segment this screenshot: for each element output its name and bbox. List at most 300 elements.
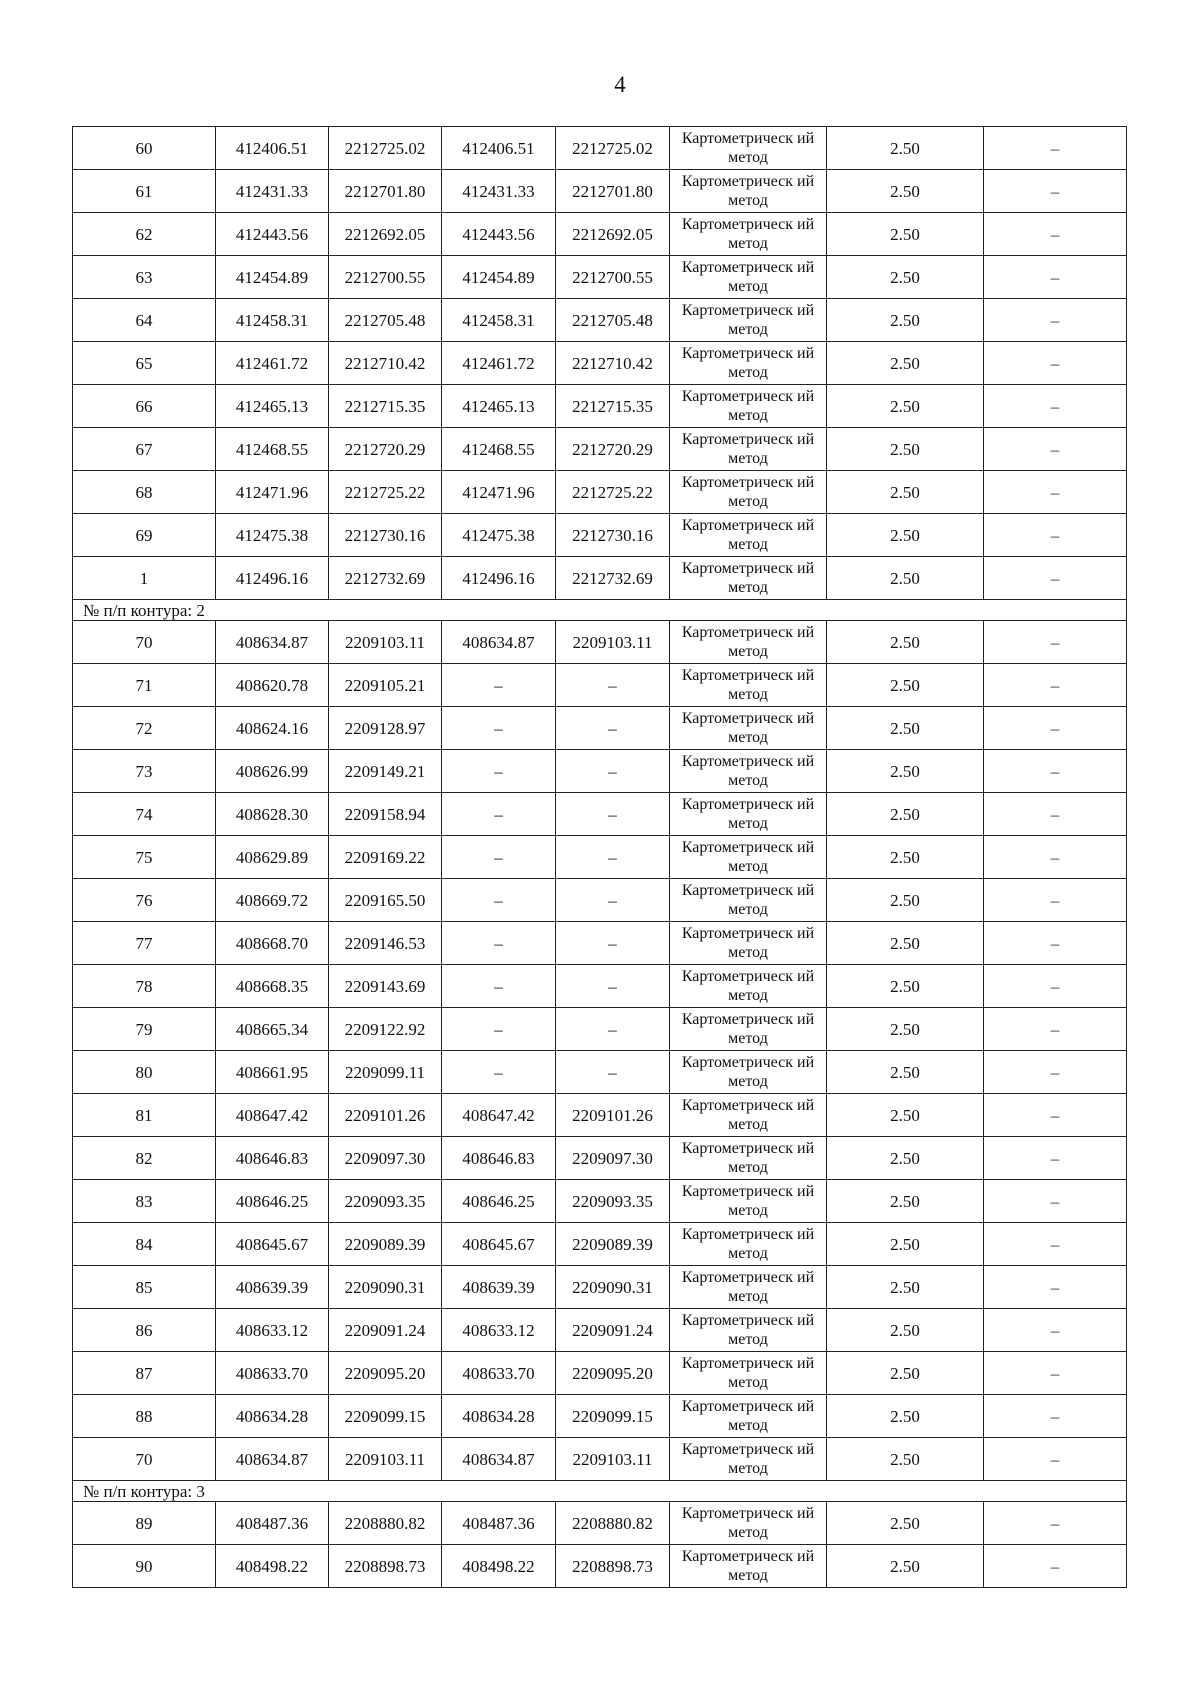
point-number-cell: 78 [73, 965, 216, 1008]
point-number-cell: 81 [73, 1094, 216, 1137]
y-existing-cell: 2209099.15 [556, 1395, 670, 1438]
point-number-cell: 63 [73, 256, 216, 299]
description-cell: – [984, 1094, 1127, 1137]
y-coordinate-cell: 2212701.80 [329, 170, 442, 213]
x-existing-cell: 412443.56 [442, 213, 556, 256]
method-cell: Картометрическ ий метод [670, 256, 827, 299]
table-row [73, 1223, 1127, 1266]
x-coordinate-cell: 408668.70 [216, 922, 329, 965]
x-existing-cell: – [442, 664, 556, 707]
description-cell: – [984, 750, 1127, 793]
method-cell: Картометрическ ий метод [670, 879, 827, 922]
accuracy-cell: 2.50 [827, 750, 984, 793]
description-cell: – [984, 256, 1127, 299]
description-cell: – [984, 170, 1127, 213]
method-cell: Картометрическ ий метод [670, 557, 827, 600]
y-coordinate-cell: 2209143.69 [329, 965, 442, 1008]
y-existing-cell: – [556, 1008, 670, 1051]
method-cell: Картометрическ ий метод [670, 1502, 827, 1545]
table-row [73, 793, 1127, 836]
x-existing-cell: – [442, 750, 556, 793]
x-existing-cell: 412406.51 [442, 127, 556, 170]
method-cell: Картометрическ ий метод [670, 385, 827, 428]
x-coordinate-cell: 408634.87 [216, 621, 329, 664]
y-existing-cell: 2212710.42 [556, 342, 670, 385]
point-number-cell: 86 [73, 1309, 216, 1352]
y-coordinate-cell: 2208880.82 [329, 1502, 442, 1545]
description-cell: – [984, 428, 1127, 471]
table-row [73, 879, 1127, 922]
method-cell: Картометрическ ий метод [670, 1051, 827, 1094]
description-cell: – [984, 1502, 1127, 1545]
x-coordinate-cell: 412443.56 [216, 213, 329, 256]
x-existing-cell: – [442, 922, 556, 965]
x-coordinate-cell: 412471.96 [216, 471, 329, 514]
description-cell: – [984, 342, 1127, 385]
y-existing-cell: 2212701.80 [556, 170, 670, 213]
accuracy-cell: 2.50 [827, 1309, 984, 1352]
y-existing-cell: – [556, 1051, 670, 1094]
x-coordinate-cell: 408633.12 [216, 1309, 329, 1352]
y-existing-cell: 2209093.35 [556, 1180, 670, 1223]
y-coordinate-cell: 2209128.97 [329, 707, 442, 750]
accuracy-cell: 2.50 [827, 1223, 984, 1266]
accuracy-cell: 2.50 [827, 707, 984, 750]
y-coordinate-cell: 2212725.02 [329, 127, 442, 170]
method-cell: Картометрическ ий метод [670, 1266, 827, 1309]
accuracy-cell: 2.50 [827, 1137, 984, 1180]
method-cell: Картометрическ ий метод [670, 1352, 827, 1395]
y-existing-cell: 2208898.73 [556, 1545, 670, 1588]
description-cell: – [984, 299, 1127, 342]
point-number-cell: 80 [73, 1051, 216, 1094]
point-number-cell: 89 [73, 1502, 216, 1545]
table-row [73, 1137, 1127, 1180]
accuracy-cell: 2.50 [827, 1051, 984, 1094]
accuracy-cell: 2.50 [827, 557, 984, 600]
point-number-cell: 75 [73, 836, 216, 879]
method-cell: Картометрическ ий метод [670, 750, 827, 793]
y-existing-cell: 2209101.26 [556, 1094, 670, 1137]
method-cell: Картометрическ ий метод [670, 1223, 827, 1266]
y-coordinate-cell: 2209099.15 [329, 1395, 442, 1438]
method-cell: Картометрическ ий метод [670, 793, 827, 836]
method-cell: Картометрическ ий метод [670, 1309, 827, 1352]
x-coordinate-cell: 412454.89 [216, 256, 329, 299]
y-coordinate-cell: 2212715.35 [329, 385, 442, 428]
y-coordinate-cell: 2209095.20 [329, 1352, 442, 1395]
x-existing-cell: 412471.96 [442, 471, 556, 514]
method-cell: Картометрическ ий метод [670, 213, 827, 256]
y-coordinate-cell: 2209105.21 [329, 664, 442, 707]
y-existing-cell: 2212725.02 [556, 127, 670, 170]
x-existing-cell: 412465.13 [442, 385, 556, 428]
description-cell: – [984, 1438, 1127, 1481]
x-existing-cell: – [442, 707, 556, 750]
y-coordinate-cell: 2212700.55 [329, 256, 442, 299]
accuracy-cell: 2.50 [827, 1008, 984, 1051]
point-number-cell: 68 [73, 471, 216, 514]
table-row [73, 342, 1127, 385]
y-coordinate-cell: 2209149.21 [329, 750, 442, 793]
y-coordinate-cell: 2212710.42 [329, 342, 442, 385]
table-row [73, 1266, 1127, 1309]
y-existing-cell: – [556, 836, 670, 879]
x-existing-cell: 408645.67 [442, 1223, 556, 1266]
point-number-cell: 62 [73, 213, 216, 256]
accuracy-cell: 2.50 [827, 836, 984, 879]
table-row [73, 621, 1127, 664]
table-row [73, 1352, 1127, 1395]
y-coordinate-cell: 2212692.05 [329, 213, 442, 256]
table-row [73, 1051, 1127, 1094]
x-existing-cell: 412458.31 [442, 299, 556, 342]
x-coordinate-cell: 408668.35 [216, 965, 329, 1008]
y-existing-cell: 2209089.39 [556, 1223, 670, 1266]
x-existing-cell: 408634.87 [442, 621, 556, 664]
y-coordinate-cell: 2209090.31 [329, 1266, 442, 1309]
y-coordinate-cell: 2212705.48 [329, 299, 442, 342]
x-coordinate-cell: 408626.99 [216, 750, 329, 793]
y-coordinate-cell: 2212732.69 [329, 557, 442, 600]
method-cell: Картометрическ ий метод [670, 514, 827, 557]
point-number-cell: 70 [73, 621, 216, 664]
contour-heading-row [73, 1481, 1127, 1502]
y-existing-cell: 2212725.22 [556, 471, 670, 514]
table-row [73, 750, 1127, 793]
y-coordinate-cell: 2209158.94 [329, 793, 442, 836]
description-cell: – [984, 557, 1127, 600]
point-number-cell: 60 [73, 127, 216, 170]
accuracy-cell: 2.50 [827, 428, 984, 471]
method-cell: Картометрическ ий метод [670, 1545, 827, 1588]
x-coordinate-cell: 408639.39 [216, 1266, 329, 1309]
accuracy-cell: 2.50 [827, 922, 984, 965]
method-cell: Картометрическ ий метод [670, 1137, 827, 1180]
x-coordinate-cell: 408665.34 [216, 1008, 329, 1051]
x-coordinate-cell: 408646.25 [216, 1180, 329, 1223]
method-cell: Картометрическ ий метод [670, 1094, 827, 1137]
x-existing-cell: 412454.89 [442, 256, 556, 299]
accuracy-cell: 2.50 [827, 1395, 984, 1438]
table-row [73, 664, 1127, 707]
y-existing-cell: 2212700.55 [556, 256, 670, 299]
y-existing-cell: – [556, 793, 670, 836]
accuracy-cell: 2.50 [827, 299, 984, 342]
x-coordinate-cell: 412461.72 [216, 342, 329, 385]
table-row [73, 170, 1127, 213]
description-cell: – [984, 1352, 1127, 1395]
point-number-cell: 66 [73, 385, 216, 428]
x-existing-cell: 412475.38 [442, 514, 556, 557]
x-coordinate-cell: 408647.42 [216, 1094, 329, 1137]
accuracy-cell: 2.50 [827, 965, 984, 1008]
description-cell: – [984, 1395, 1127, 1438]
y-existing-cell: – [556, 750, 670, 793]
method-cell: Картометрическ ий метод [670, 299, 827, 342]
method-cell: Картометрическ ий метод [670, 170, 827, 213]
description-cell: – [984, 664, 1127, 707]
description-cell: – [984, 1008, 1127, 1051]
y-coordinate-cell: 2209089.39 [329, 1223, 442, 1266]
accuracy-cell: 2.50 [827, 127, 984, 170]
method-cell: Картометрическ ий метод [670, 1395, 827, 1438]
accuracy-cell: 2.50 [827, 793, 984, 836]
x-coordinate-cell: 408498.22 [216, 1545, 329, 1588]
method-cell: Картометрическ ий метод [670, 922, 827, 965]
contour-heading: № п/п контура: 2 [73, 600, 1127, 621]
y-existing-cell: – [556, 664, 670, 707]
x-existing-cell: 408633.12 [442, 1309, 556, 1352]
y-coordinate-cell: 2209169.22 [329, 836, 442, 879]
y-coordinate-cell: 2209103.11 [329, 1438, 442, 1481]
contour-heading: № п/п контура: 3 [73, 1481, 1127, 1502]
y-coordinate-cell: 2212730.16 [329, 514, 442, 557]
x-existing-cell: 412496.16 [442, 557, 556, 600]
y-existing-cell: 2212732.69 [556, 557, 670, 600]
y-coordinate-cell: 2209122.92 [329, 1008, 442, 1051]
y-existing-cell: 2209103.11 [556, 1438, 670, 1481]
point-number-cell: 76 [73, 879, 216, 922]
table-body [73, 127, 1127, 1588]
table-row [73, 707, 1127, 750]
table-row [73, 385, 1127, 428]
y-coordinate-cell: 2212725.22 [329, 471, 442, 514]
accuracy-cell: 2.50 [827, 514, 984, 557]
table-row [73, 127, 1127, 170]
contour-heading-row [73, 600, 1127, 621]
point-number-cell: 83 [73, 1180, 216, 1223]
table-row [73, 1094, 1127, 1137]
accuracy-cell: 2.50 [827, 1352, 984, 1395]
y-coordinate-cell: 2212720.29 [329, 428, 442, 471]
description-cell: – [984, 793, 1127, 836]
method-cell: Картометрическ ий метод [670, 836, 827, 879]
description-cell: – [984, 385, 1127, 428]
x-coordinate-cell: 408634.87 [216, 1438, 329, 1481]
accuracy-cell: 2.50 [827, 621, 984, 664]
accuracy-cell: 2.50 [827, 471, 984, 514]
x-existing-cell: – [442, 1008, 556, 1051]
point-number-cell: 70 [73, 1438, 216, 1481]
x-existing-cell: 408633.70 [442, 1352, 556, 1395]
table-row [73, 299, 1127, 342]
description-cell: – [984, 514, 1127, 557]
point-number-cell: 65 [73, 342, 216, 385]
method-cell: Картометрическ ий метод [670, 1008, 827, 1051]
table-row [73, 471, 1127, 514]
x-coordinate-cell: 412458.31 [216, 299, 329, 342]
description-cell: – [984, 1051, 1127, 1094]
table-row [73, 1008, 1127, 1051]
point-number-cell: 84 [73, 1223, 216, 1266]
x-coordinate-cell: 412465.13 [216, 385, 329, 428]
x-existing-cell: – [442, 793, 556, 836]
x-coordinate-cell: 408633.70 [216, 1352, 329, 1395]
x-coordinate-cell: 408661.95 [216, 1051, 329, 1094]
method-cell: Картометрическ ий метод [670, 707, 827, 750]
method-cell: Картометрическ ий метод [670, 428, 827, 471]
x-existing-cell: – [442, 1051, 556, 1094]
x-existing-cell: – [442, 965, 556, 1008]
point-number-cell: 74 [73, 793, 216, 836]
y-coordinate-cell: 2209146.53 [329, 922, 442, 965]
accuracy-cell: 2.50 [827, 170, 984, 213]
y-existing-cell: – [556, 965, 670, 1008]
point-number-cell: 64 [73, 299, 216, 342]
accuracy-cell: 2.50 [827, 385, 984, 428]
method-cell: Картометрическ ий метод [670, 127, 827, 170]
x-coordinate-cell: 408487.36 [216, 1502, 329, 1545]
method-cell: Картометрическ ий метод [670, 621, 827, 664]
x-coordinate-cell: 408645.67 [216, 1223, 329, 1266]
point-number-cell: 90 [73, 1545, 216, 1588]
x-existing-cell: 408634.87 [442, 1438, 556, 1481]
y-existing-cell: 2212715.35 [556, 385, 670, 428]
table-row [73, 213, 1127, 256]
description-cell: – [984, 965, 1127, 1008]
table-row [73, 557, 1127, 600]
x-coordinate-cell: 412475.38 [216, 514, 329, 557]
y-existing-cell: – [556, 707, 670, 750]
method-cell: Картометрическ ий метод [670, 1180, 827, 1223]
description-cell: – [984, 1137, 1127, 1180]
point-number-cell: 67 [73, 428, 216, 471]
method-cell: Картометрическ ий метод [670, 471, 827, 514]
description-cell: – [984, 836, 1127, 879]
x-existing-cell: 408634.28 [442, 1395, 556, 1438]
description-cell: – [984, 127, 1127, 170]
y-existing-cell: 2212705.48 [556, 299, 670, 342]
method-cell: Картометрическ ий метод [670, 1438, 827, 1481]
y-existing-cell: 2209103.11 [556, 621, 670, 664]
accuracy-cell: 2.50 [827, 1545, 984, 1588]
x-existing-cell: 408498.22 [442, 1545, 556, 1588]
point-number-cell: 88 [73, 1395, 216, 1438]
description-cell: – [984, 707, 1127, 750]
x-existing-cell: – [442, 836, 556, 879]
y-coordinate-cell: 2209097.30 [329, 1137, 442, 1180]
point-number-cell: 69 [73, 514, 216, 557]
x-existing-cell: 408487.36 [442, 1502, 556, 1545]
x-coordinate-cell: 412496.16 [216, 557, 329, 600]
x-coordinate-cell: 412468.55 [216, 428, 329, 471]
x-coordinate-cell: 408620.78 [216, 664, 329, 707]
table-row [73, 1180, 1127, 1223]
description-cell: – [984, 621, 1127, 664]
table-row [73, 1395, 1127, 1438]
method-cell: Картометрическ ий метод [670, 965, 827, 1008]
x-coordinate-cell: 408629.89 [216, 836, 329, 879]
accuracy-cell: 2.50 [827, 1502, 984, 1545]
table-row [73, 1545, 1127, 1588]
y-coordinate-cell: 2209101.26 [329, 1094, 442, 1137]
method-cell: Картометрическ ий метод [670, 664, 827, 707]
accuracy-cell: 2.50 [827, 1438, 984, 1481]
method-cell: Картометрическ ий метод [670, 342, 827, 385]
x-coordinate-cell: 408669.72 [216, 879, 329, 922]
accuracy-cell: 2.50 [827, 256, 984, 299]
table-row [73, 256, 1127, 299]
y-coordinate-cell: 2209099.11 [329, 1051, 442, 1094]
y-existing-cell: – [556, 879, 670, 922]
table-row [73, 836, 1127, 879]
accuracy-cell: 2.50 [827, 342, 984, 385]
y-coordinate-cell: 2208898.73 [329, 1545, 442, 1588]
point-number-cell: 73 [73, 750, 216, 793]
x-coordinate-cell: 408628.30 [216, 793, 329, 836]
accuracy-cell: 2.50 [827, 1094, 984, 1137]
accuracy-cell: 2.50 [827, 664, 984, 707]
point-number-cell: 77 [73, 922, 216, 965]
point-number-cell: 79 [73, 1008, 216, 1051]
description-cell: – [984, 213, 1127, 256]
x-existing-cell: – [442, 879, 556, 922]
x-coordinate-cell: 412406.51 [216, 127, 329, 170]
accuracy-cell: 2.50 [827, 1266, 984, 1309]
description-cell: – [984, 1545, 1127, 1588]
y-existing-cell: 2209095.20 [556, 1352, 670, 1395]
point-number-cell: 82 [73, 1137, 216, 1180]
y-existing-cell: 2209091.24 [556, 1309, 670, 1352]
point-number-cell: 87 [73, 1352, 216, 1395]
coordinates-table [72, 126, 1127, 1588]
description-cell: – [984, 1180, 1127, 1223]
accuracy-cell: 2.50 [827, 1180, 984, 1223]
x-coordinate-cell: 408634.28 [216, 1395, 329, 1438]
table-row [73, 922, 1127, 965]
description-cell: – [984, 879, 1127, 922]
x-existing-cell: 412431.33 [442, 170, 556, 213]
y-existing-cell: 2209097.30 [556, 1137, 670, 1180]
table-row [73, 965, 1127, 1008]
point-number-cell: 85 [73, 1266, 216, 1309]
point-number-cell: 71 [73, 664, 216, 707]
y-coordinate-cell: 2209091.24 [329, 1309, 442, 1352]
y-existing-cell: 2209090.31 [556, 1266, 670, 1309]
table-row [73, 1438, 1127, 1481]
description-cell: – [984, 1309, 1127, 1352]
accuracy-cell: 2.50 [827, 213, 984, 256]
x-existing-cell: 408647.42 [442, 1094, 556, 1137]
description-cell: – [984, 922, 1127, 965]
y-existing-cell: 2208880.82 [556, 1502, 670, 1545]
x-existing-cell: 408646.25 [442, 1180, 556, 1223]
y-existing-cell: 2212730.16 [556, 514, 670, 557]
x-existing-cell: 408646.83 [442, 1137, 556, 1180]
accuracy-cell: 2.50 [827, 879, 984, 922]
description-cell: – [984, 1223, 1127, 1266]
page-number: 4 [614, 72, 626, 97]
x-existing-cell: 408639.39 [442, 1266, 556, 1309]
y-coordinate-cell: 2209103.11 [329, 621, 442, 664]
x-existing-cell: 412468.55 [442, 428, 556, 471]
description-cell: – [984, 471, 1127, 514]
point-number-cell: 61 [73, 170, 216, 213]
point-number-cell: 72 [73, 707, 216, 750]
x-coordinate-cell: 408624.16 [216, 707, 329, 750]
x-coordinate-cell: 412431.33 [216, 170, 329, 213]
y-coordinate-cell: 2209093.35 [329, 1180, 442, 1223]
y-existing-cell: 2212720.29 [556, 428, 670, 471]
x-existing-cell: 412461.72 [442, 342, 556, 385]
x-coordinate-cell: 408646.83 [216, 1137, 329, 1180]
table-row [73, 1309, 1127, 1352]
y-existing-cell: 2212692.05 [556, 213, 670, 256]
description-cell: – [984, 1266, 1127, 1309]
table-row [73, 428, 1127, 471]
table-row [73, 1502, 1127, 1545]
